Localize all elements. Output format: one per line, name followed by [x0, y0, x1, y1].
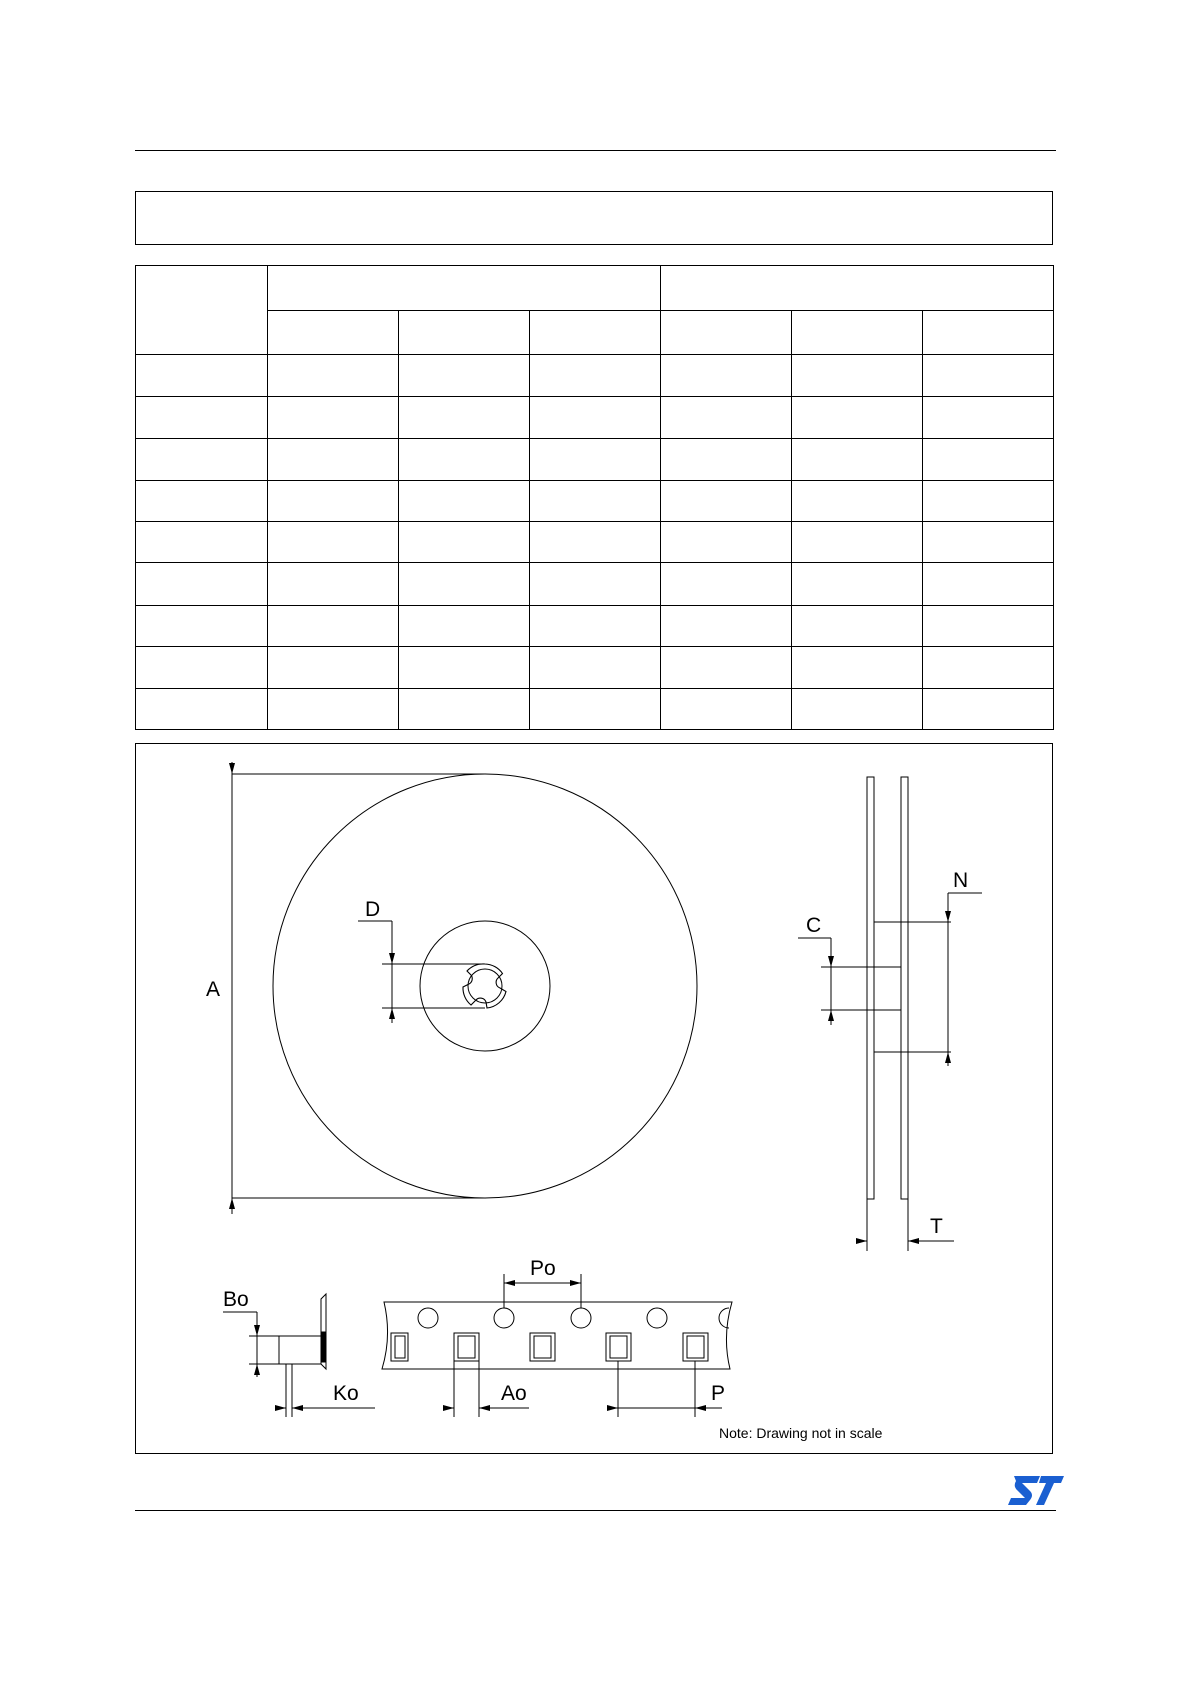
table-cell — [923, 480, 1054, 521]
table-cell — [530, 647, 661, 688]
table-cell — [136, 396, 268, 438]
reel-outer-circle — [273, 774, 697, 1198]
table-cell — [136, 688, 268, 730]
table-cell — [923, 647, 1054, 688]
table-cell — [136, 355, 268, 396]
table-cell — [792, 355, 923, 396]
table-subheader-cell — [792, 310, 923, 355]
table-cell — [399, 688, 530, 730]
table-cell — [530, 355, 661, 396]
table-cell — [399, 605, 530, 646]
table-cell — [268, 439, 399, 480]
table-cell — [792, 605, 923, 646]
table-cell — [792, 647, 923, 688]
table-cell — [923, 688, 1054, 730]
footer-rule — [135, 1510, 1056, 1511]
label-bo: Bo — [223, 1288, 249, 1311]
table-cell — [399, 480, 530, 521]
table-row — [136, 396, 1054, 438]
table-cell — [399, 396, 530, 438]
table-cell — [136, 480, 268, 521]
table-cell — [530, 605, 661, 646]
dimension-n — [901, 869, 982, 1066]
table-subheader-cell — [923, 310, 1054, 355]
table-cell — [661, 355, 792, 396]
table-cell — [399, 355, 530, 396]
table-header-group-2 — [661, 266, 1054, 311]
label-d: D — [365, 898, 381, 921]
table-cell — [923, 439, 1054, 480]
table-cell — [268, 355, 399, 396]
dimension-t — [856, 1199, 954, 1251]
table-cell — [923, 521, 1054, 562]
label-ao: Ao — [501, 1382, 527, 1405]
label-ko: Ko — [333, 1382, 359, 1405]
table-cell — [661, 647, 792, 688]
table-cell — [923, 605, 1054, 646]
dimension-c — [798, 914, 901, 1025]
table-cell — [530, 439, 661, 480]
table-cell — [792, 688, 923, 730]
table-cell — [136, 563, 268, 605]
label-po: Po — [530, 1257, 556, 1280]
table-row — [136, 521, 1054, 562]
tape-pocket — [395, 1336, 405, 1358]
table-subheader-cell — [530, 310, 661, 355]
table-subheader-cell — [661, 310, 792, 355]
table-row — [136, 688, 1054, 730]
table-cell — [399, 521, 530, 562]
reel-side-view — [867, 777, 908, 1199]
tape-pocket — [687, 1336, 704, 1358]
sprocket-hole — [647, 1308, 667, 1328]
table-cell — [661, 563, 792, 605]
table-header-group-1 — [268, 266, 661, 311]
table-row — [136, 439, 1054, 480]
table-cell — [530, 563, 661, 605]
table-cell — [399, 563, 530, 605]
table-cell — [792, 521, 923, 562]
table-cell — [792, 439, 923, 480]
st-logo-s — [1008, 1476, 1040, 1505]
dimension-ko — [275, 1364, 375, 1417]
table-cell — [661, 688, 792, 730]
table-row — [136, 563, 1054, 605]
reel-dimensions-table — [135, 265, 1054, 730]
label-a: A — [206, 978, 221, 1001]
tape-pocket — [610, 1336, 627, 1358]
dimension-po — [504, 1257, 581, 1308]
reel-spindle-hole — [463, 964, 506, 1008]
table-cell — [530, 521, 661, 562]
table-header-ref — [136, 266, 268, 355]
sprocket-hole — [494, 1308, 514, 1328]
table-cell — [268, 521, 399, 562]
label-n: N — [953, 869, 969, 892]
table-row — [136, 605, 1054, 646]
label-c: C — [806, 914, 822, 937]
table-cell — [136, 605, 268, 646]
table-row — [136, 647, 1054, 688]
table-cell — [268, 563, 399, 605]
table-cell — [792, 480, 923, 521]
table-cell — [923, 396, 1054, 438]
table-cell — [661, 439, 792, 480]
table-subheader-cell — [268, 310, 399, 355]
table-cell — [136, 521, 268, 562]
table-cell — [530, 688, 661, 730]
table-cell — [661, 480, 792, 521]
tape-pocket — [534, 1336, 551, 1358]
table-cell — [661, 521, 792, 562]
table-subheader-cell — [399, 310, 530, 355]
table-cell — [268, 480, 399, 521]
table-row — [136, 355, 1054, 396]
table-cell — [268, 688, 399, 730]
table-cell — [268, 396, 399, 438]
table-cell — [661, 396, 792, 438]
dimension-d — [358, 898, 485, 1023]
table-cell — [923, 563, 1054, 605]
label-t: T — [930, 1215, 943, 1238]
table-cell — [923, 355, 1054, 396]
reel-hub-circle — [420, 921, 550, 1051]
sprocket-hole — [418, 1308, 438, 1328]
table-cell — [792, 563, 923, 605]
table-cell — [268, 605, 399, 646]
sprocket-hole — [571, 1308, 591, 1328]
tape-cross-section — [279, 1294, 326, 1369]
table-cell — [399, 647, 530, 688]
table-cell — [661, 605, 792, 646]
table-cell — [530, 480, 661, 521]
st-logo-icon — [1006, 1474, 1066, 1508]
st-logo-t — [1036, 1476, 1064, 1505]
tape-pocket — [458, 1336, 475, 1358]
table-cell — [268, 647, 399, 688]
table-cell — [136, 439, 268, 480]
reel-front-view — [273, 774, 697, 1198]
table-cell — [136, 647, 268, 688]
dimension-bo — [223, 1288, 321, 1377]
drawing-note: Note: Drawing not in scale — [719, 1425, 883, 1441]
reel-drawing-frame — [135, 743, 1053, 1454]
table-title-box — [135, 191, 1053, 245]
table-cell — [792, 396, 923, 438]
table-row — [136, 480, 1054, 521]
label-p: P — [711, 1382, 726, 1405]
carrier-tape — [382, 1302, 732, 1369]
table-cell — [399, 439, 530, 480]
header-rule — [135, 150, 1056, 151]
table-cell — [530, 396, 661, 438]
